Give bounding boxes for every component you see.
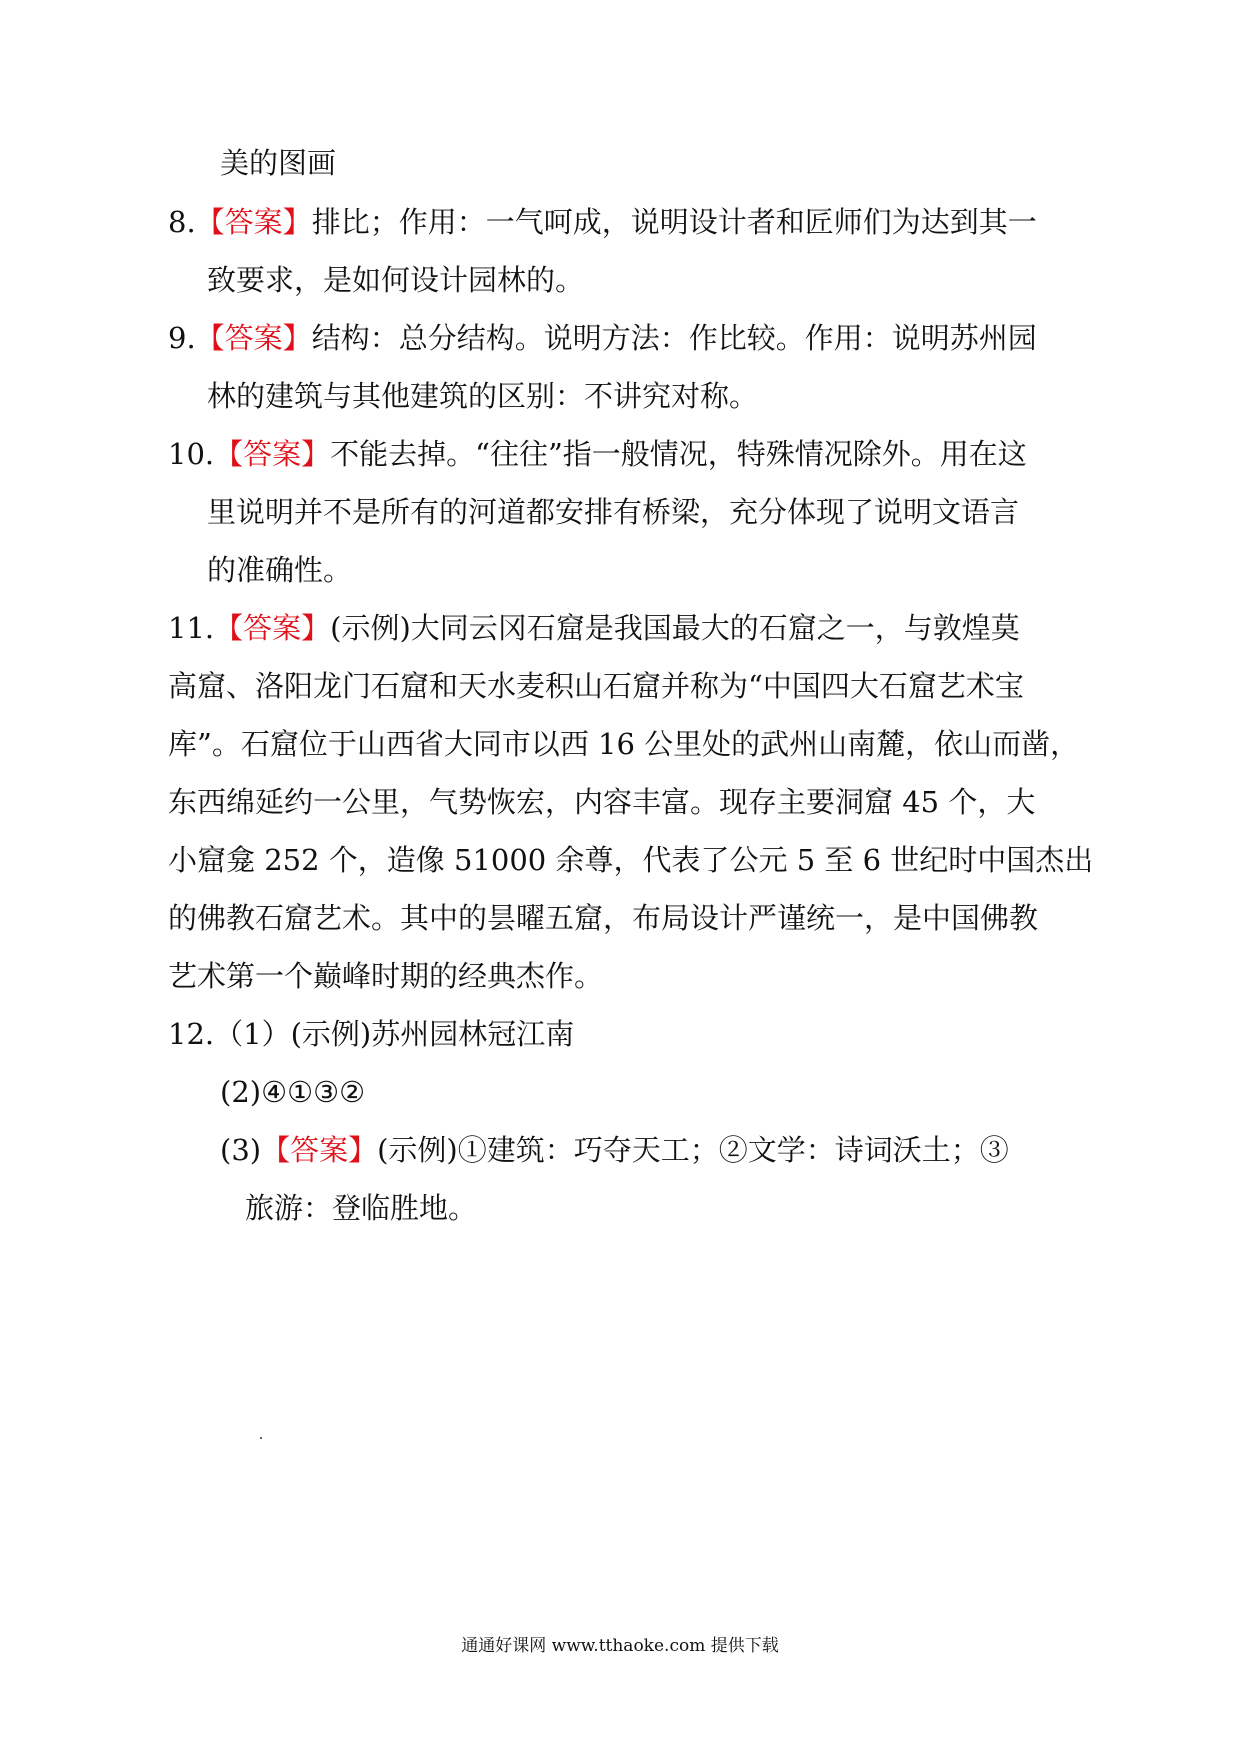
answer-12-part-1: 12.（1）(示例)苏州园林冠江南 — [168, 1017, 575, 1051]
answer-11-tag: 【答案】 — [214, 611, 331, 645]
answer-8-tag: 【答案】 — [195, 205, 312, 239]
answer-11-line-5: 小窟龛 252 个，造像 51000 余尊，代表了公元 5 至 6 世纪时中国杰出 — [168, 843, 1094, 877]
answer-9-number: 9. — [168, 321, 196, 355]
answer-12-part-3-line-2: 旅游：登临胜地。 — [245, 1191, 478, 1225]
answer-11-line-4: 东西绵延约一公里，气势恢宏，内容丰富。现存主要洞窟 45 个，大 — [168, 785, 1036, 819]
answer-10-tag: 【答案】 — [214, 437, 331, 471]
answer-10-line-1 — [168, 434, 1027, 474]
answer-10-number: 10. — [168, 437, 215, 471]
answer-8-number: 8. — [168, 205, 196, 239]
answer-11-line-7: 艺术第一个巅峰时期的经典杰作。 — [168, 959, 604, 993]
answer-11-number: 11. — [168, 611, 215, 645]
q7-continuation: 美的图画 — [220, 146, 337, 180]
answer-12-part-2: (2)④①③② — [220, 1075, 366, 1109]
scan-speck — [260, 1437, 262, 1439]
answer-11-text: (示例)大同云冈石窟是我国最大的石窟之一，与敦煌莫 — [330, 611, 1020, 645]
answer-11-line-2: 高窟、洛阳龙门石窟和天水麦积山石窟并称为“中国四大石窟艺术宝 — [168, 669, 1024, 703]
answer-11-line-3: 库”。石窟位于山西省大同市以西 16 公里处的武州山南麓，依山而凿， — [168, 727, 1080, 761]
answer-9-tag: 【答案】 — [195, 321, 312, 355]
footer-source: 通通好课网 www.tthaoke.com 提供下载 — [461, 1636, 779, 1656]
answer-12-part-3-number: (3) — [220, 1133, 262, 1167]
answer-10-text: 不能去掉。“往往”指一般情况，特殊情况除外。用在这 — [330, 437, 1027, 471]
answer-9-line-2: 林的建筑与其他建筑的区别：不讲究对称。 — [207, 379, 759, 413]
answer-11-line-6: 的佛教石窟艺术。其中的昙曜五窟，布局设计严谨统一，是中国佛教 — [168, 901, 1039, 935]
answer-10-line-2: 里说明并不是所有的河道都安排有桥梁，充分体现了说明文语言 — [207, 495, 1020, 529]
answer-9-text: 结构：总分结构。说明方法：作比较。作用：说明苏州园 — [311, 321, 1037, 355]
answer-12-tag: 【答案】 — [261, 1133, 378, 1167]
answer-9-line-1 — [168, 318, 1037, 358]
answer-8-line-2: 致要求，是如何设计园林的。 — [207, 263, 585, 297]
answer-12-part-3-line-1 — [220, 1130, 1009, 1170]
answer-8-line-1 — [168, 202, 1037, 242]
answer-12-part-3-text: (示例)①建筑：巧夺天工；②文学：诗词沃土；③ — [377, 1133, 1009, 1167]
answer-10-line-3: 的准确性。 — [207, 553, 353, 587]
answer-8-text: 排比；作用：一气呵成，说明设计者和匠师们为达到其一 — [311, 205, 1037, 239]
answer-11-line-1 — [168, 608, 1020, 648]
